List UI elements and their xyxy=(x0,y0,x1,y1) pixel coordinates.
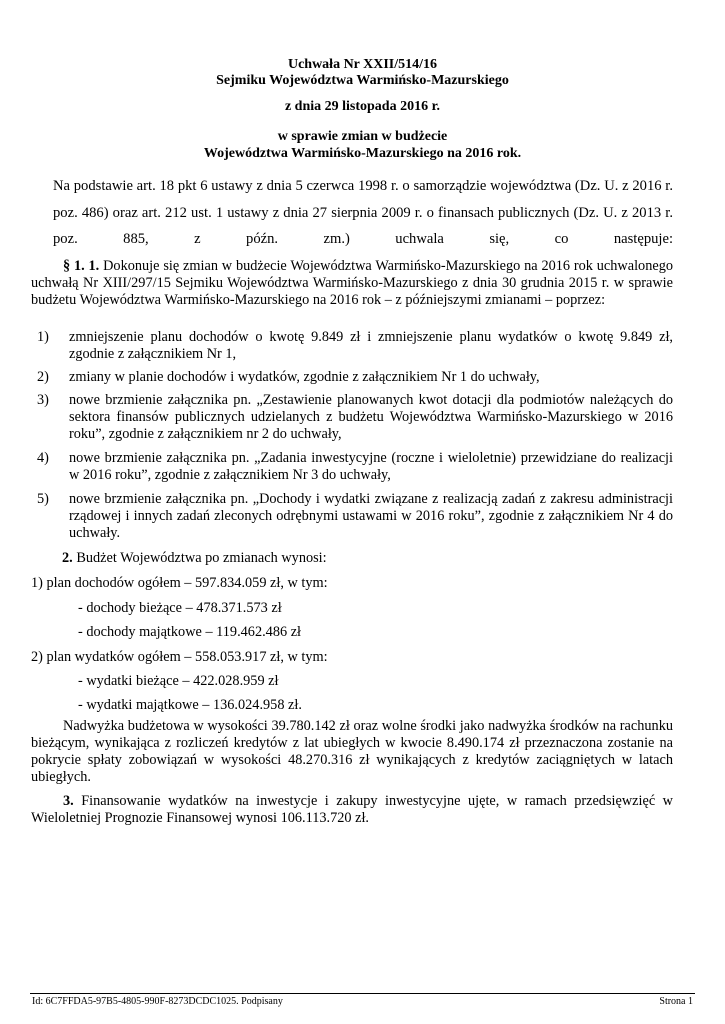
document-id: Id: 6C7FFDA5-97B5-4805-990F-8273DCDC1025. Podpisany xyxy=(32,996,283,1007)
resolution-issuer: Sejmiku Województwa Warmińsko-Mazurskiego xyxy=(216,73,509,88)
section-3-text: Finansowanie wydatków na inwestycje i zakupy inwestycyjne ujęte, w ramach przedsięwzięć w Wieloletniej Prognozie Finansowej wynosi 106.113.720 zł. xyxy=(31,793,673,826)
section-3-mark: 3. xyxy=(63,793,74,809)
item-5-text: nowe brzmienie załącznika pn. „Dochody i wydatki związane z realizacją zadań z zakresu administracji rządowej i innych zadań zleconych odrębnymi ustawami w 2016 roku”, zgodnie z załącznikiem Nr 4 do uchwały. xyxy=(69,491,673,541)
item-2-number: 2) xyxy=(37,369,49,385)
section-2-text: Budżet Województwa po zmianach wynosi: xyxy=(76,550,327,566)
legal-basis-paragraph: Na podstawie art. 18 pkt 6 ustawy z dnia 5 czerwca 1998 r. o samorządzie województwa (Dz. U. z 2016 r. poz. 486) oraz art. 212 ust. 1 ustawy z dnia 27 sierpnia 2009 r. o finansach publicznych (Dz. U. z 2013 r. poz. 885, z późn. zm.) uchwala się, co następuje: xyxy=(53,178,673,247)
income-total: 1) plan dochodów ogółem – 597.834.059 zł, w tym: xyxy=(31,575,328,591)
section-2-mark: 2. xyxy=(62,550,73,566)
expense-total: 2) plan wydatków ogółem – 558.053.917 zł, w tym: xyxy=(31,649,328,665)
item-1-number: 1) xyxy=(37,329,49,345)
item-3-number: 3) xyxy=(37,392,49,408)
expense-current: - wydatki bieżące – 422.028.959 zł xyxy=(78,673,279,689)
resolution-title: Uchwała Nr XXII/514/16 xyxy=(287,57,438,72)
item-4-text: nowe brzmienie załącznika pn. „Zadania inwestycyjne (roczne i wieloletnie) przewidziane do realizacji w 2016 roku”, zgodnie z załącznikiem Nr 3 do uchwały, xyxy=(69,450,673,483)
item-5-number: 5) xyxy=(37,491,49,507)
resolution-date: z dnia 29 listopada 2016 r. xyxy=(284,99,441,114)
surplus-paragraph: Nadwyżka budżetowa w wysokości 39.780.142 zł oraz wolne środki jako nadwyżka środków na rachunku bieżącym, wynikająca z rozliczeń kredytów z lat ubiegłych w kwocie 8.490.174 zł przeznaczona zostanie na pokrycie spłaty zobowiązań w wysokości 48.270.316 zł wynikających z kredytów zaciągniętych w latach ubiegłych. xyxy=(31,718,673,785)
item-3-text: nowe brzmienie załącznika pn. „Zestawienie planowanych kwot dotacji dla podmiotów należących do sektora finansów publicznych udzielanych z budżetu Województwa Warmińsko-Mazurskiego w 2016 roku”, zgodnie z załącznikiem nr 2 do uchwały, xyxy=(69,392,673,442)
section-1-text: Dokonuje się zmian w budżecie Województwa Warmińsko-Mazurskiego na 2016 rok uchwalonego uchwałą Nr XIII/297/15 Sejmiku Województwa Warmińsko-Mazurskiego z dnia 30 grudnia 2015 r. w sprawie budżetu Województwa Warmińsko-Mazurskiego na 2016 rok – z późniejszymi zmianami – poprzez: xyxy=(31,258,673,308)
section-3-paragraph xyxy=(31,793,673,827)
income-current: - dochody bieżące – 478.371.573 zł xyxy=(78,600,282,616)
resolution-subject-line-2: Województwa Warmińsko-Mazurskiego na 2016 rok. xyxy=(203,146,522,161)
expense-capital: - wydatki majątkowe – 136.024.958 zł. xyxy=(78,697,302,713)
section-1-paragraph xyxy=(31,258,673,309)
income-capital: - dochody majątkowe – 119.462.486 zł xyxy=(78,624,302,640)
item-4-number: 4) xyxy=(37,450,49,466)
section-1-mark: § 1. 1. xyxy=(63,258,100,274)
page-number: Strona 1 xyxy=(659,996,693,1007)
resolution-subject-line-1: w sprawie zmian w budżecie xyxy=(277,129,448,144)
section-2-paragraph xyxy=(62,550,327,567)
item-2-text: zmiany w planie dochodów i wydatków, zgodnie z załącznikiem Nr 1 do uchwały, xyxy=(69,369,540,385)
footer-divider xyxy=(30,993,695,994)
item-1-text: zmniejszenie planu dochodów o kwotę 9.849 zł i zmniejszenie planu wydatków o kwotę 9.849 zł, zgodnie z załącznikiem Nr 1, xyxy=(69,329,673,362)
